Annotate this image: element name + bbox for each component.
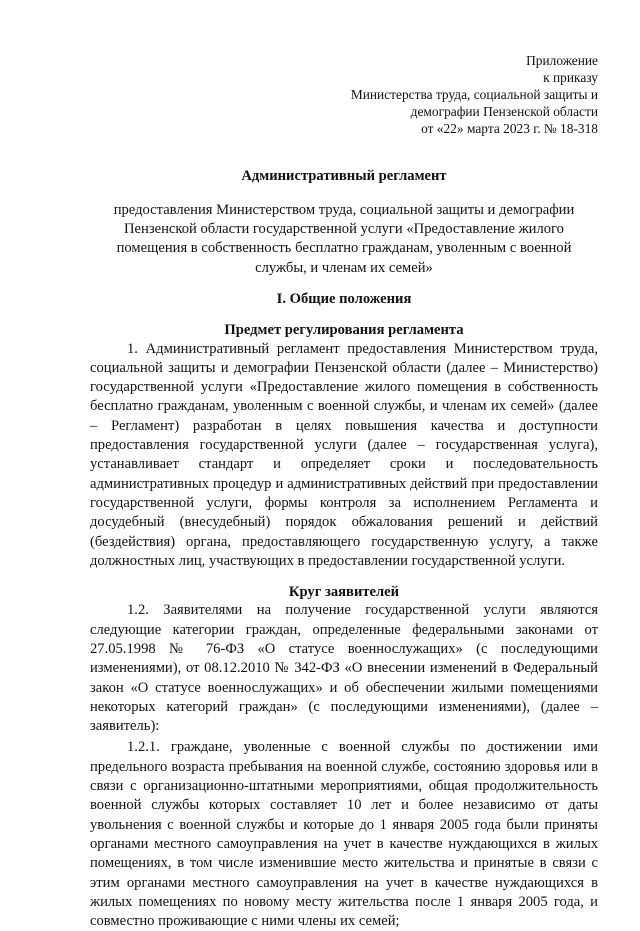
document-title: Административный регламент <box>241 168 447 185</box>
approval-line: от «22» марта 2023 г. № 18-318 <box>421 121 598 137</box>
approval-line: Министерства труда, социальной защиты и <box>350 87 598 103</box>
approval-line: демографии Пензенской области <box>410 104 598 120</box>
paragraph-1-2-1: 1.2.1. граждане, уволенные с военной службы по достижении ими предельного возраста пребывания на военной службе, состоянию здоровья или в связи с организационно-штатными мероприятиями, общая продолжительность военной службы которых составляет 10 лет и более независимо от даты увольнения с военной службы и которые до 1 января 2005 года были приняты органами местного самоуправления на учет в качестве нуждающихся в жилых помещениях, в том числе изменившие место жительства и принятые в связи с этим органами местного самоуправления на учет в качестве нуждающихся в жилых помещениях по новому месту жительства после 1 января 2005 года, и совместно проживающие с ними члены их семей; <box>90 739 598 930</box>
section-heading-general: I. Общие положения <box>276 290 412 307</box>
subsection-heading-subject: Предмет регулирования регламента <box>224 322 464 339</box>
paragraph-1: 1. Административный регламент предоставления Министерством труда, социальной защиты и демографии Пензенской области (далее – Министерство) государственной услуги «Предоставление жилого помещения в собственность бесплатно гражданам, уволенным с военной службы, и членам их семей» (далее – Регламент) разработан в целях повышения качества и доступности предоставления государственной услуги (далее – государственная услуга), устанавливает стандарт и определяет сроки и последовательность административных процедур и административных действий при предоставлении государственной услуги, формы контроля за исполнением Регламента и досудебный (внесудебный) порядок обжалования решений и действий (бездействия) органа, предоставляющего государственную услугу, а также должностных лиц, участвующих в предоставлении государственной услуги. <box>90 340 598 569</box>
approval-line: к приказу <box>543 70 598 86</box>
approval-block <box>90 52 598 137</box>
approval-line: Приложение <box>526 53 598 68</box>
paragraph-1-2: 1.2. Заявителями на получение государственной услуги являются следующие категории граждан, определенные федеральными законами от 27.05.1998 № 76-ФЗ «О статусе военнослужащих» (с последующими изменениями), от 08.12.2010 № 342-ФЗ «О внесении изменений в Федеральный закон «О статусе военнослужащих» и об обеспечении жилыми помещениями некоторых категорий граждан» (с последующими изменениями), (далее – заявитель): <box>90 602 598 735</box>
subsection-heading-applicants: Круг заявителей <box>288 584 400 601</box>
document-subtitle: предоставления Министерством труда, социальной защиты и демографии Пензенской области государственной услуги «Предоставление жилого помещения в собственность бесплатно гражданам, уволенным с военной службы, и членам их семей» <box>113 201 575 276</box>
